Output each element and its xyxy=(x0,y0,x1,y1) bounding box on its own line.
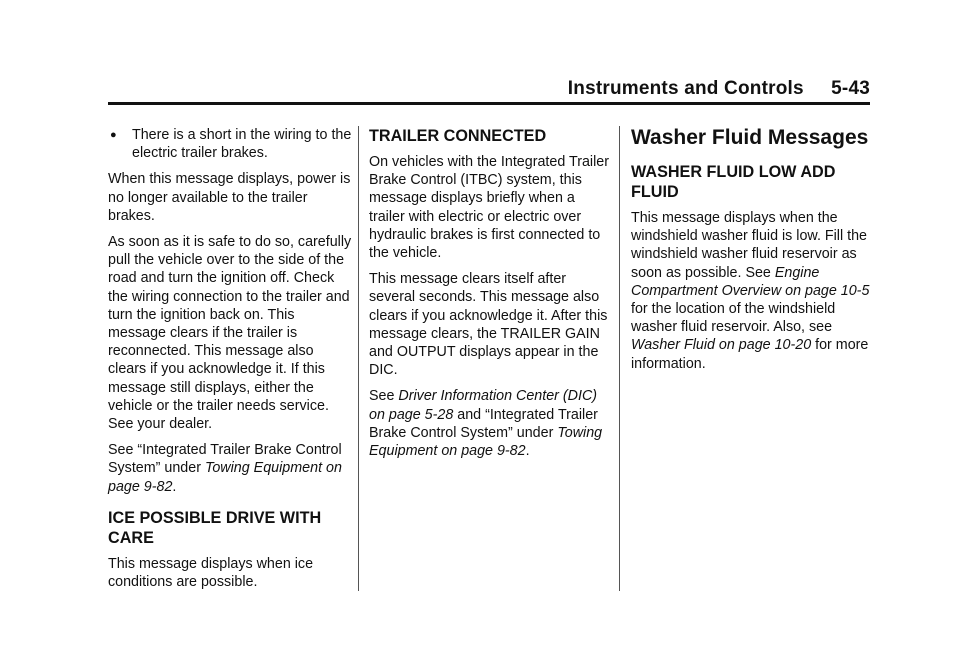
bullet-dot-icon: ● xyxy=(110,129,117,141)
text: for more information. xyxy=(631,337,869,372)
message-heading: TRAILER CONNECTED xyxy=(369,127,547,145)
cross-reference-link[interactable]: Engine Compartment Overview on page 10-5 xyxy=(631,264,870,299)
message-heading: ICE POSSIBLE DRIVE WITH CARE xyxy=(108,508,322,547)
text: for the location of the windshield washer fluid reservoir. Also, see xyxy=(631,301,836,336)
paragraph xyxy=(631,209,875,373)
column-middle xyxy=(369,126,609,468)
cross-reference-link[interactable]: Towing Equipment on page 9-82 xyxy=(369,424,603,460)
paragraph: As soon as it is safe to do so, carefully pull the vehicle over to the side of the road and turn the ignition off. Check the wiring connection to the trailer and turn the ignition back on. This message clears if the trailer is reconnected. This message also clears if you acknowledge it. If this message still displays, either the vehicle or the trailer needs service. See your dealer. xyxy=(108,234,352,433)
column-divider xyxy=(619,126,620,591)
text: and “Integrated Trailer Brake Control System” under xyxy=(369,406,598,441)
paragraph: When this message displays, power is no longer available to the trailer brakes. xyxy=(108,171,351,224)
text: See “Integrated Trailer Brake Control System” under xyxy=(108,442,342,477)
text: . xyxy=(172,478,177,495)
message-heading: WASHER FLUID LOW ADD FLUID xyxy=(631,163,836,201)
paragraph: This message displays when ice conditions are possible. xyxy=(108,555,314,591)
cross-reference-link[interactable]: Washer Fluid on page 10-20 xyxy=(631,337,812,354)
cross-reference-link[interactable]: Driver Information Center (DIC) on page 5-28 xyxy=(369,388,598,423)
header-rule xyxy=(108,102,870,105)
text: See xyxy=(369,388,399,405)
bullet-item xyxy=(108,126,352,162)
page-title: Instruments and Controls 5-43 xyxy=(567,78,870,99)
section-title: Washer Fluid Messages xyxy=(631,126,869,149)
text: This message displays when the windshield washer fluid is low. Fill the windshield washer fluid reservoir as soon as possible. See xyxy=(631,210,868,281)
cross-reference-link[interactable]: Towing Equipment on page 9-82 xyxy=(108,460,342,495)
bullet-text: There is a short in the wiring to the electric trailer brakes. xyxy=(132,127,352,162)
paragraph xyxy=(108,441,352,496)
paragraph: On vehicles with the Integrated Trailer Brake Control (ITBC) system, this message displays briefly when a trailer with electric or electric over hydraulic brakes is first connected to the vehicle. xyxy=(369,154,609,262)
column-left xyxy=(108,126,352,599)
paragraph: This message clears itself after several seconds. This message also clears if you acknowledge it. After this message clears, the TRAILER GAIN and OUTPUT displays appear in the DIC. xyxy=(369,271,608,379)
text: . xyxy=(525,443,530,460)
paragraph xyxy=(369,387,609,460)
page-header xyxy=(108,78,870,102)
column-right xyxy=(631,126,875,381)
column-divider xyxy=(358,126,359,591)
